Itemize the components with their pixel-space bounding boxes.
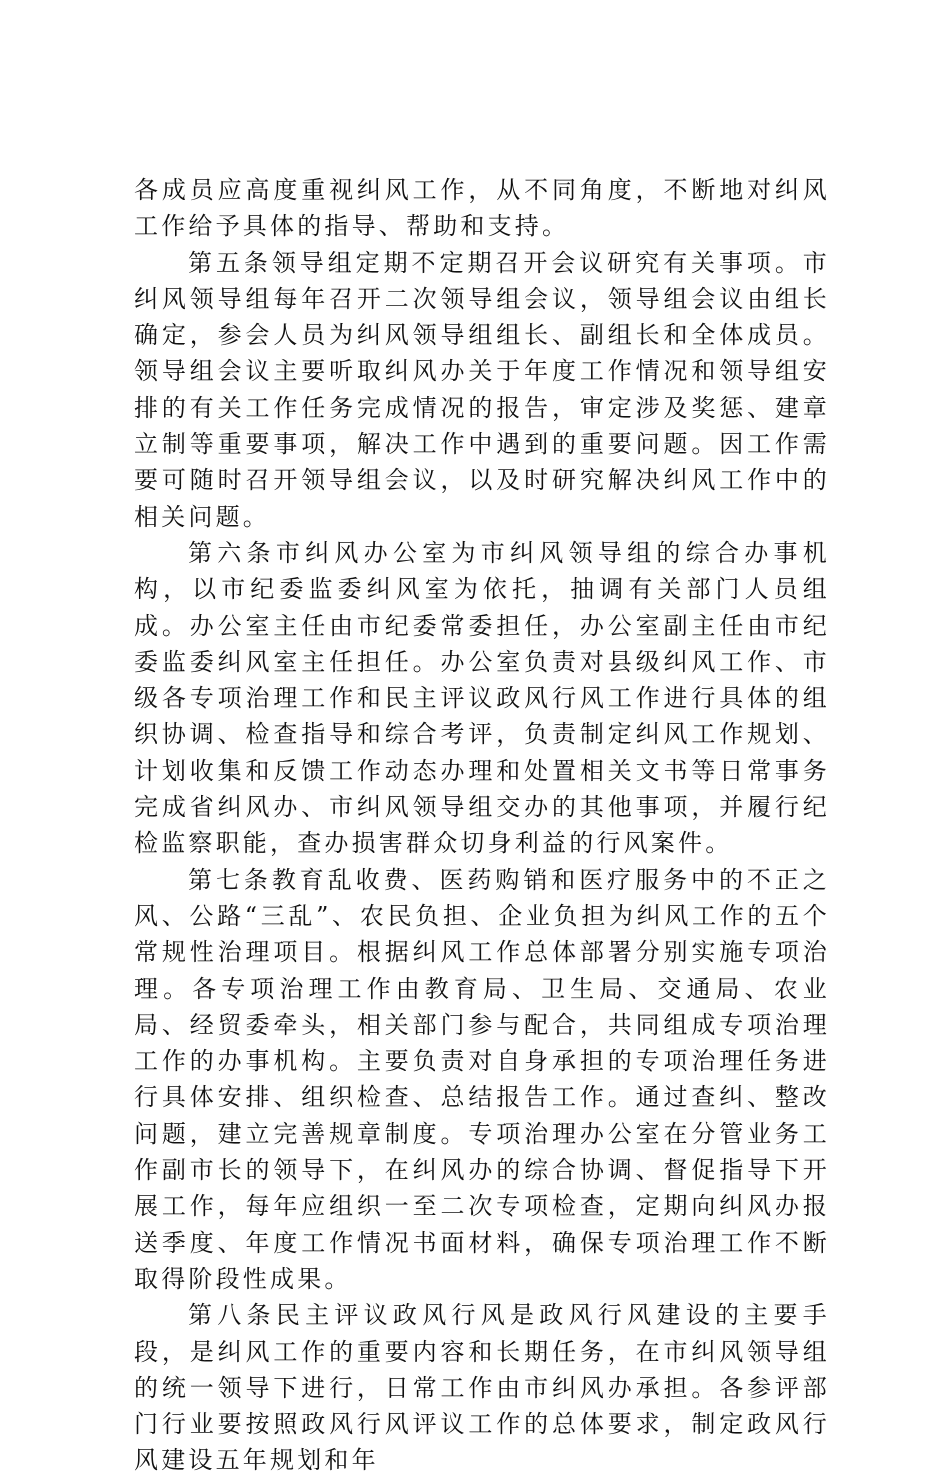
document-body (134, 172, 830, 1479)
paragraph-continuation: 各成员应高度重视纠风工作，从不同角度，不断地对纠风工作给予具体的指导、帮助和支持。 (134, 176, 830, 241)
paragraph-article-6: 第六条市纠风办公室为市纠风领导组的综合办事机构，以市纪委监委纠风室为依托，抽调有关部门人员组成。办公室主任由市纪委常委担任，办公室副主任由市纪委监委纠风室主任担任。办公室负责对县级纠风工作、市级各专项治理工作和民主评议政风行风工作进行具体的组织协调、检查指导和综合考评，负责制定纠风工作规划、计划收集和反馈工作动态办理和处置相关文书等日常事务完成省纠风办、市纠风领导组交办的其他事项，并履行纪检监察职能，查办损害群众切身利益的行风案件。 (134, 538, 830, 858)
paragraph-article-5: 第五条领导组定期不定期召开会议研究有关事项。市纠风领导组每年召开二次领导组会议，领导组会议由组长确定，参会人员为纠风领导组组长、副组长和全体成员。领导组会议主要听取纠风办关于年度工作情况和领导组安排的有关工作任务完成情况的报告，审定涉及奖惩、建章立制等重要事项，解决工作中遇到的重要问题。因工作需要可随时召开领导组会议，以及时研究解决纠风工作中的相关问题。 (134, 248, 830, 531)
paragraph-article-7: 第七条教育乱收费、医药购销和医疗服务中的不正之风、公路“三乱”、农民负担、企业负担为纠风工作的五个常规性治理项目。根据纠风工作总体部署分别实施专项治理。各专项治理工作由教育局、卫生局、交通局、农业局、经贸委牵头，相关部门参与配合，共同组成专项治理工作的办事机构。主要负责对自身承担的专项治理任务进行具体安排、组织检查、总结报告工作。通过查纠、整改问题，建立完善规章制度。专项治理办公室在分管业务工作副市长的领导下，在纠风办的综合协调、督促指导下开展工作，每年应组织一至二次专项检查，定期向纠风办报送季度、年度工作情况书面材料，确保专项治理工作不断取得阶段性成果。 (134, 865, 830, 1293)
paragraph-article-8: 第八条民主评议政风行风是政风行风建设的主要手段，是纠风工作的重要内容和长期任务，在市纠风领导组的统一领导下进行，日常工作由市纠风办承担。各参评部门行业要按照政风行风评议工作的总体要求，制定政风行风建设五年规划和年 (134, 1301, 830, 1475)
